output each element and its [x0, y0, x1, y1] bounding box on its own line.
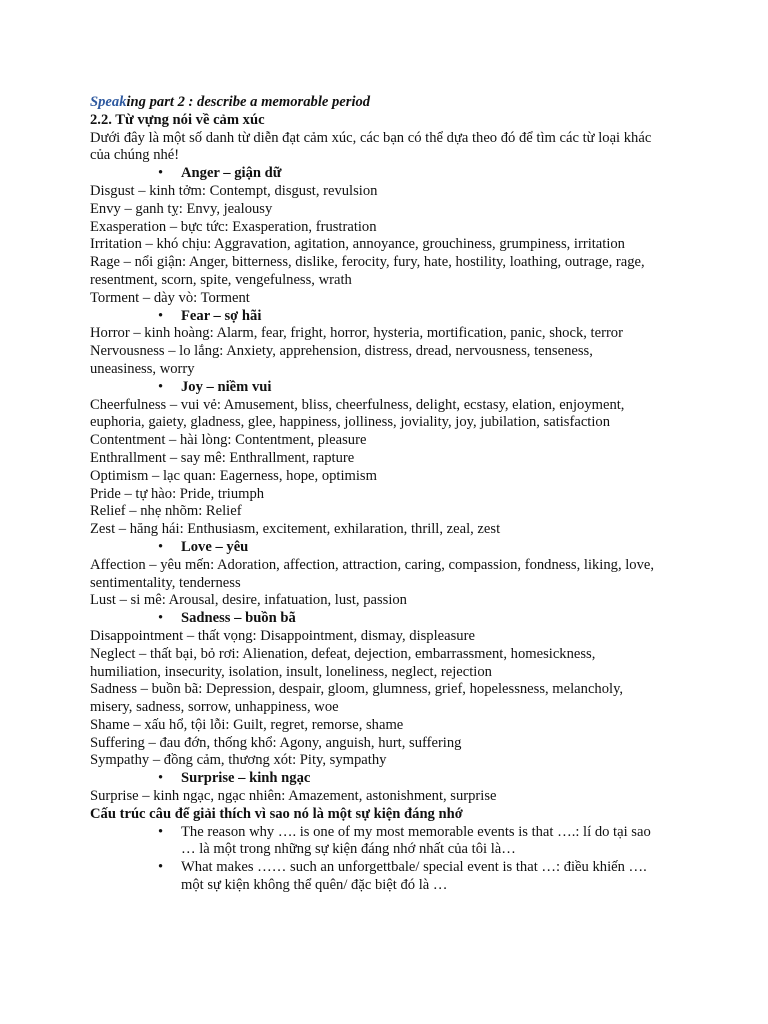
vocab-line: uneasiness, worry [90, 360, 195, 377]
vocab-line: Envy – ganh tỵ: Envy, jealousy [90, 200, 273, 217]
group-heading [90, 770, 710, 788]
emotion-groups [90, 165, 710, 806]
vocab-line: Lust – si mê: Arousal, desire, infatuation, lust, passion [90, 592, 407, 609]
vocab-line: Contentment – hài lòng: Contentment, pleasure [90, 432, 367, 449]
bullet-icon: • [158, 770, 164, 787]
bullet-icon: • [158, 307, 164, 324]
structure-line: What makes …… such an unforgettbale/ special event is that …: điều khiến …. [181, 859, 647, 876]
vocab-line: Enthrallment – say mê: Enthrallment, rapture [90, 449, 355, 466]
vocab-line: Sympathy – đồng cảm, thương xót: Pity, sympathy [90, 752, 387, 769]
structure-heading: Cấu trúc câu để giải thích vì sao nó là một sự kiện đáng nhớ [90, 805, 463, 822]
group-heading-text: Surprise – kinh ngạc [181, 770, 311, 787]
vocab-line: Relief – nhẹ nhõm: Relief [90, 503, 242, 520]
vocab-line: Shame – xấu hổ, tội lỗi: Guilt, regret, remorse, shame [90, 716, 404, 733]
bullet-icon: • [158, 859, 164, 876]
vocab-line: Exasperation – bực tức: Exasperation, frustration [90, 218, 377, 235]
document-page [90, 94, 710, 895]
vocab-line: humiliation, insecurity, isolation, insult, loneliness, neglect, rejection [90, 663, 492, 680]
structure-item [90, 824, 710, 860]
vocab-line: Rage – nổi giận: Anger, bitterness, dislike, ferocity, fury, hate, hostility, loathing, outrage, rage, [90, 254, 645, 271]
group-heading-text: Fear – sợ hãi [181, 307, 262, 324]
vocab-line: Nervousness – lo lắng: Anxiety, apprehension, distress, dread, nervousness, tenseness, [90, 343, 593, 360]
vocab-line: Neglect – thất bại, bỏ rơi: Alienation, defeat, dejection, embarrassment, homesickness, [90, 645, 596, 662]
group-heading-text: Anger – giận dữ [181, 165, 282, 182]
vocab-line: resentment, scorn, spite, vengefulness, wrath [90, 271, 352, 288]
intro-line: của chúng nhé! [90, 147, 180, 164]
group-heading-text: Love – yêu [181, 538, 249, 555]
vocab-line: Irritation – khó chịu: Aggravation, agitation, annoyance, grouchiness, grumpiness, irritation [90, 236, 625, 253]
vocab-line: Horror – kinh hoàng: Alarm, fear, fright, horror, hysteria, mortification, panic, shock, terror [90, 325, 623, 342]
structure-item [90, 859, 710, 895]
vocab-line: Torment – dày vò: Torment [90, 289, 250, 306]
group-heading-text: Sadness – buồn bã [181, 610, 296, 627]
title-accent: Speak [90, 94, 127, 110]
title-rest: ing part 2 : describe a memorable period [126, 94, 371, 110]
vocab-line: Suffering – đau đớn, thống khổ: Agony, anguish, hurt, suffering [90, 734, 462, 751]
group-heading [90, 610, 710, 628]
structure-line: … là một trong những sự kiện đáng nhớ nhất của tôi là… [181, 841, 516, 858]
vocab-line: sentimentality, tenderness [90, 574, 241, 591]
vocab-line: Pride – tự hào: Pride, triumph [90, 485, 265, 502]
vocab-line: Disgust – kinh tởm: Contempt, disgust, revulsion [90, 182, 378, 199]
group-heading [90, 308, 710, 326]
vocab-line: euphoria, gaiety, gladness, glee, happiness, jolliness, joviality, joy, jubilation, satisfaction [90, 414, 611, 431]
intro-line: Dưới đây là một số danh từ diễn đạt cảm xúc, các bạn có thể dựa theo đó để tìm các từ loại khác [90, 129, 652, 146]
vocab-line: Surprise – kinh ngạc, ngạc nhiên: Amazement, astonishment, surprise [90, 788, 497, 805]
vocab-line: Disappointment – thất vọng: Disappointment, dismay, displeasure [90, 627, 475, 644]
bullet-icon: • [158, 610, 164, 627]
bullet-icon: • [158, 378, 164, 395]
section-heading: 2.2. Từ vựng nói về cảm xúc [90, 111, 265, 128]
vocab-line: Zest – hăng hái: Enthusiasm, excitement, exhilaration, thrill, zeal, zest [90, 521, 501, 538]
vocab-line: Cheerfulness – vui vẻ: Amusement, bliss, cheerfulness, delight, ecstasy, elation, enjoyment, [90, 396, 625, 413]
document-title [90, 94, 710, 112]
structure-line: The reason why …. is one of my most memorable events is that ….: lí do tại sao [181, 823, 651, 840]
bullet-icon: • [158, 823, 164, 840]
vocab-line: Affection – yêu mến: Adoration, affection, attraction, caring, compassion, fondness, liking, love, [90, 556, 655, 573]
bullet-icon: • [158, 538, 164, 555]
structure-line: một sự kiện không thể quên/ đặc biệt đó là … [181, 877, 448, 894]
structure-list [90, 824, 710, 895]
group-heading [90, 539, 710, 557]
group-heading [90, 165, 710, 183]
bullet-icon: • [158, 165, 164, 182]
vocab-line: Optimism – lạc quan: Eagerness, hope, optimism [90, 467, 377, 484]
vocab-line: misery, sadness, sorrow, unhappiness, woe [90, 699, 339, 716]
group-heading [90, 379, 710, 397]
vocab-line: Sadness – buồn bã: Depression, despair, gloom, glumness, grief, hopelessness, melancholy, [90, 681, 624, 698]
group-heading-text: Joy – niềm vui [181, 378, 272, 395]
